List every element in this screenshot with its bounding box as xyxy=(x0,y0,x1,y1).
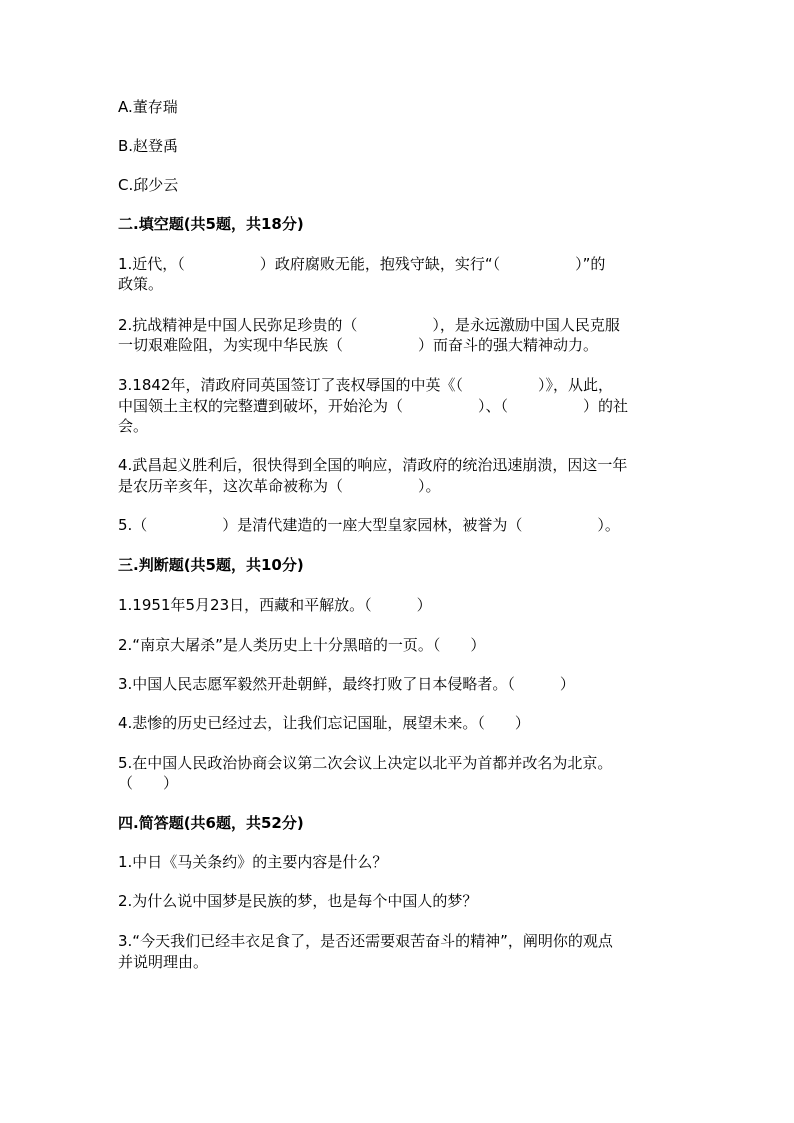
question-text: 一切艰难险阻，为实现中华民族（ ）而奋斗的强大精神动力。 xyxy=(118,336,599,354)
question-text: 3.“今天我们已经丰衣足食了，是否还需要艰苦奋斗的精神”，阐明你的观点 xyxy=(118,932,613,950)
section-heading-short-answer: 四.简答题(共6题，共52分) xyxy=(118,814,304,832)
question-text: 2.“南京大屠杀”是人类历史上十分黑暗的一页。（ ） xyxy=(118,636,486,654)
question-text: 1.中日《马关条约》的主要内容是什么？ xyxy=(118,853,388,871)
option-c: C.邱少云 xyxy=(118,176,179,194)
question-text: 3.1842年，清政府同英国签订了丧权辱国的中英《（ ）》，从此， xyxy=(118,376,613,394)
question-text: 1.1951年5月23日，西藏和平解放。（ ） xyxy=(118,596,432,614)
question-text: 是农历辛亥年，这次革命被称为（ ）。 xyxy=(118,477,441,495)
question-text: 2.抗战精神是中国人民弥足珍贵的（ ），是永远激励中国人民克服 xyxy=(118,316,620,334)
question-text: 5.在中国人民政治协商会议第二次会议上决定以北平为首都并改名为北京。 xyxy=(118,754,613,772)
option-b: B.赵登禹 xyxy=(118,137,179,155)
question-text: 1.近代，（ ）政府腐败无能，抱残守缺，实行“（ ）”的 xyxy=(118,255,606,273)
section-heading-fill-blank: 二.填空题(共5题，共18分) xyxy=(118,215,304,233)
question-text: 政策。 xyxy=(118,275,164,293)
question-text: 中国领土主权的完整遭到破坏，开始沦为（ ）、（ ）的社 xyxy=(118,397,629,415)
question-text: 2.为什么说中国梦是民族的梦，也是每个中国人的梦？ xyxy=(118,892,478,910)
question-text: 并说明理由。 xyxy=(118,953,209,971)
question-text: 4.武昌起义胜利后，很快得到全国的响应，清政府的统治迅速崩溃，因这一年 xyxy=(118,456,628,474)
question-text: （ ） xyxy=(118,774,179,792)
question-text: 5.（ ）是清代建造的一座大型皇家园林，被誉为（ ）。 xyxy=(118,516,620,534)
question-text: 4.悲惨的历史已经过去，让我们忘记国耻，展望未来。（ ） xyxy=(118,714,530,732)
option-a: A.董存瑞 xyxy=(118,98,178,116)
question-text: 会。 xyxy=(118,417,149,435)
question-text: 3.中国人民志愿军毅然开赴朝鲜，最终打败了日本侵略者。（ ） xyxy=(118,675,575,693)
section-heading-true-false: 三.判断题(共5题，共10分) xyxy=(118,556,304,574)
